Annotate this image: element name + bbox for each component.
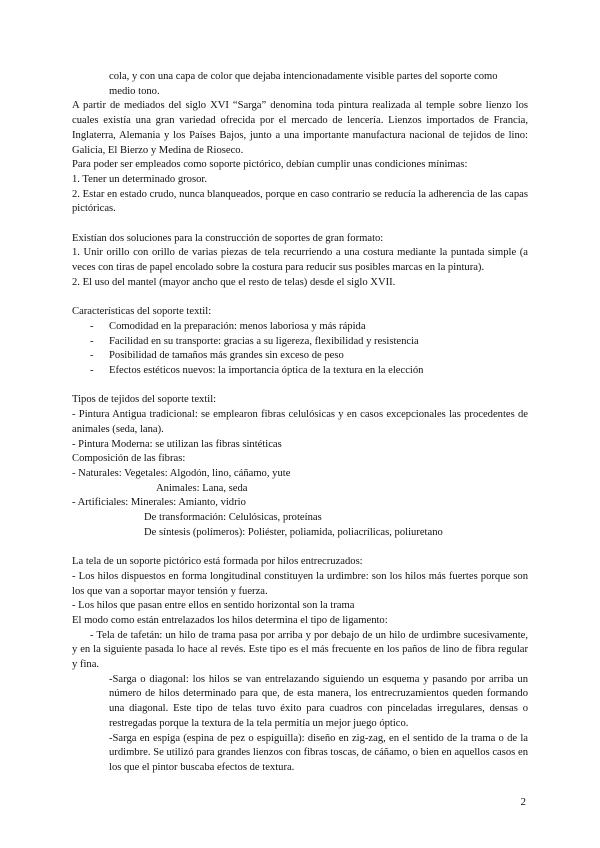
threads-item: - Los hilos dispuestos en forma longitudinal constituyen la urdimbre: son los hilos más fuertes porque son los que van a soportar mayor tensión y fuerza. <box>72 570 528 597</box>
solution-item: 1. Unir orillo con orillo de varias piezas de tela recurriendo a una costura mediante la puntada simple (a veces con tiras de papel encolado sobre la costura para reducir sus posibles marcas en la pintura). <box>72 247 528 274</box>
continuation-line: medio tono. <box>109 85 160 97</box>
list-item: - Efectos estéticos nuevos: la importancia óptica de la textura en la elección <box>72 364 528 379</box>
paragraph-conditions-intro: Para poder ser empleados como soporte pictórico, debían cumplir unas condiciones mínimas: <box>72 159 468 171</box>
fiber-subitem: De transformación: Celulósicas, proteínas <box>144 512 322 524</box>
fabric-type-item: - Pintura Moderna: se utilizan las fibras sintéticas <box>72 438 282 450</box>
weave-item: - Tela de tafetán: un hilo de trama pasa por arriba y por debajo de un hilo de urdimbre sucesivamente, y en la siguiente pasada lo hace al revés. Este tipo es el más frecuente en los paños de lino de fibra regular y fina. <box>72 629 528 671</box>
weave-item: -Sarga en espiga (espina de pez o espiguilla): diseño en zig-zag, en el sentido de la trama o de la urdimbre. Se utilizó para grandes lienzos con fibras toscas, de cáñamo, o bien en aquellos casos en los que el pintor buscaba efectos de textura. <box>109 732 528 773</box>
paragraph-large-format-intro: Existían dos soluciones para la construcción de soportes de gran formato: <box>72 232 384 244</box>
weave-intro: El modo como están entrelazados los hilos determina el tipo de ligamento: <box>72 614 388 626</box>
list-item: - Comodidad en la preparación: menos laboriosa y más rápida <box>72 320 528 335</box>
condition-item: 1. Tener un determinado grosor. <box>72 173 207 185</box>
condition-item: 2. Estar en estado crudo, nunca blanqueados, porque en caso contrario se reducía la adherencia de las capas pictóricas. <box>72 188 528 215</box>
threads-item: - Los hilos que pasan entre ellos en sentido horizontal son la trama <box>72 600 355 612</box>
fiber-composition-heading: Composición de las fibras: <box>72 453 186 465</box>
characteristics-heading: Características del soporte textil: <box>72 306 212 318</box>
fiber-item: - Artificiales: Minerales: Amianto, vidrio <box>72 497 246 509</box>
document-page <box>72 70 528 776</box>
continuation-line: cola, y con una capa de color que dejaba intencionadamente visible partes del soporte como <box>109 71 498 82</box>
threads-heading: La tela de un soporte pictórico está formada por hilos entrecruzados: <box>72 556 363 568</box>
list-item: - Facilidad en su transporte: gracias a su ligereza, flexibilidad y resistencia <box>72 335 528 350</box>
weave-item: -Sarga o diagonal: los hilos se van entrelazando siguiendo un esquema y pasando por arriba un número de hilos determinado para que, de esta manera, los entrecruzamientos queden formando una diagonal. Este tipo de telas tuvo éxito para cuadros con pinceladas irregulares, densas o restregadas porque la textura de la tela permitía un mejor juego óptico. <box>109 673 528 729</box>
solution-item: 2. El uso del mantel (mayor ancho que el resto de telas) desde el siglo XVII. <box>72 276 396 288</box>
characteristics-list <box>72 320 528 379</box>
list-item: - Posibilidad de tamaños más grandes sin exceso de peso <box>72 349 528 364</box>
paragraph-sarga-history: A partir de mediados del siglo XVI “Sarga” denomina toda pintura realizada al temple sobre lienzo los cuales existía una gran variedad ofrecida por el mercado de lencería. Lienzos importados de Francia, Inglaterra, Alemania y los Países Bajos, junto a una importante manufactura nacional de tejidos de lino: Galicia, El Bierzo y Medina de Rioseco. <box>72 100 528 156</box>
fabric-type-item: - Pintura Antigua tradicional: se emplearon fibras celulósicas y en casos excepcionales las procedentes de animales (seda, lana). <box>72 409 528 435</box>
page-number: 2 <box>520 796 526 808</box>
fiber-subitem: Animales: Lana, seda <box>156 482 248 494</box>
fabric-types-heading: Tipos de tejidos del soporte textil: <box>72 394 217 406</box>
fiber-subitem: De síntesis (polímeros): Poliéster, poliamida, poliacrílicas, poliuretano <box>144 526 443 538</box>
fiber-item: - Naturales: Vegetales: Algodón, lino, cáñamo, yute <box>72 467 291 479</box>
